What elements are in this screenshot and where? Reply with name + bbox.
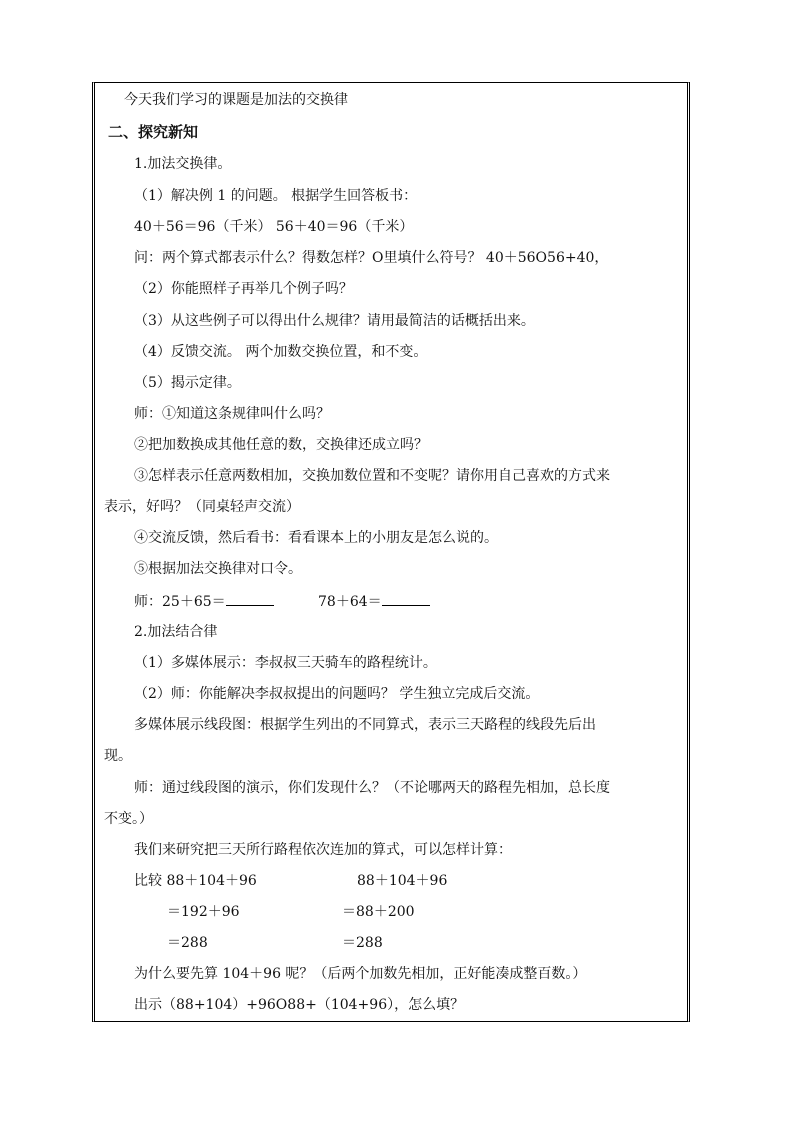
- teacher-question-1: 师：①知道这条规律叫什么吗？: [134, 406, 330, 422]
- research-line: 我们来研究把三天所行路程依次连加的算式，可以怎样计算：: [134, 842, 512, 858]
- why-question: 为什么要先算 104＋96 呢？（后两个加数先相加，正好能凑成整百数。）: [134, 966, 587, 982]
- teacher-question-3: ③怎样表示任意两数相加，交换加数位置和不变呢？请你用自己喜欢的方式来: [134, 468, 610, 484]
- calc-left-step-1: ＝192＋96: [167, 904, 240, 920]
- teacher-question-5: ⑤根据加法交换律对口令。: [134, 561, 302, 577]
- subsection-associative: 2.加法结合律: [134, 624, 218, 640]
- multimedia-line: 多媒体展示线段图：根据学生列出的不同算式，表示三天路程的线段先后出: [134, 717, 596, 733]
- drill-item-2: 78＋64＝: [318, 594, 382, 610]
- teacher-question-3-cont: 表示，好吗？（同桌轻声交流）: [104, 499, 300, 515]
- lesson-topic: 今天我们学习的课题是加法的交换律: [124, 92, 348, 108]
- step-1: （1）解决例 1 的问题。 根据学生回答板书：: [134, 188, 418, 204]
- teacher-discovery: 师：通过线段图的演示，你们发现什么？（不论哪两天的路程先相加，总长度: [134, 780, 610, 796]
- question-line: 问：两个算式都表示什么？得数怎样？O里填什么符号？ 40＋56O56+40，: [134, 250, 609, 266]
- calc-right-step-1: ＝88＋200: [342, 904, 415, 920]
- step-5: （5）揭示定律。: [134, 375, 241, 391]
- board-equations: 40＋56＝96（千米） 56＋40＝96（千米）: [134, 219, 414, 235]
- answer-blank-2: [382, 591, 430, 606]
- answer-blank-1: [226, 591, 274, 606]
- step-4: （4）反馈交流。 两个加数交换位置，和不变。: [134, 344, 428, 360]
- calc-left-result: ＝288: [167, 935, 208, 951]
- compare-left: 比较 88＋104＋96: [134, 873, 257, 889]
- drill-item-1: 师：25＋65＝: [134, 594, 226, 610]
- drill-line-2: [318, 591, 430, 612]
- drill-line: [134, 591, 274, 612]
- step-2: （2）你能照样子再举几个例子吗？: [134, 281, 353, 297]
- subsection-commutative: 1.加法交换律。: [134, 156, 232, 172]
- calc-right-result: ＝288: [342, 935, 383, 951]
- section-heading: 二、探究新知: [108, 123, 199, 141]
- final-question: 出示（88+104）+96O88+（104+96），怎么填？: [134, 997, 465, 1013]
- compare-right: 88＋104＋96: [357, 873, 448, 889]
- teacher-discovery-cont: 不变。）: [104, 811, 153, 827]
- teacher-question-4: ④交流反馈，然后看书：看看课本上的小朋友是怎么说的。: [134, 530, 498, 546]
- assoc-step-2: （2）师：你能解决李叔叔提出的问题吗？ 学生独立完成后交流。: [134, 686, 540, 702]
- multimedia-line-cont: 现。: [104, 748, 132, 764]
- assoc-step-1: （1）多媒体展示：李叔叔三天骑车的路程统计。: [134, 655, 437, 671]
- step-3: （3）从这些例子可以得出什么规律？请用最简洁的话概括出来。: [134, 313, 535, 329]
- teacher-question-2: ②把加数换成其他任意的数，交换律还成立吗？: [134, 437, 428, 453]
